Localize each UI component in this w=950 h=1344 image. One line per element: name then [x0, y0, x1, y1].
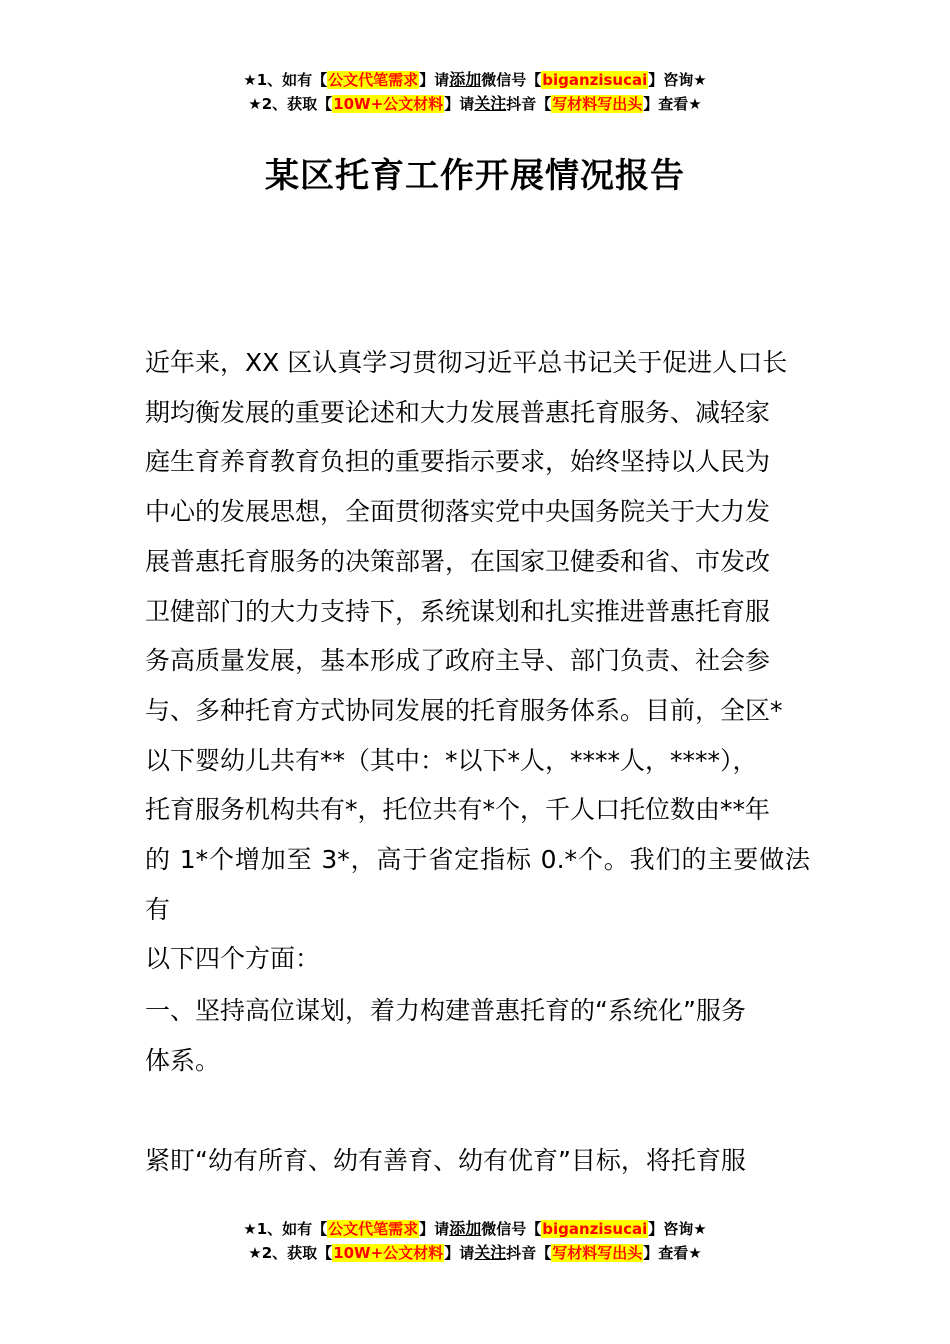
section-heading-1: 一、坚持高位谋划，着力构建普惠托育的“系统化”服务 体系。: [145, 996, 746, 1075]
wechat-id: biganzisucai: [542, 1220, 648, 1238]
douyin-id: 写材料写出头: [552, 1244, 643, 1262]
paragraph-section-1: 紧盯“幼有所育、幼有善育、幼有优育”目标，将托育服: [145, 1146, 746, 1175]
banner-line-2: ★2、获取【10W+公文材料】请关注抖音【写材料写出头】查看★: [248, 1243, 702, 1262]
footer-banner: [0, 1217, 950, 1265]
banner-line-1: ★1、如有【公文代笔需求】请添加微信号【biganzisucai】咨询★: [243, 1219, 707, 1238]
highlight-tag: 公文代笔需求: [328, 71, 419, 89]
wechat-id: biganzisucai: [542, 71, 648, 89]
highlight-tag: 10W+公文材料: [333, 1244, 444, 1262]
banner-line-1: ★1、如有【公文代笔需求】请添加微信号【biganzisucai】咨询★: [243, 70, 707, 89]
banner-line-2: ★2、获取【10W+公文材料】请关注抖音【写材料写出头】查看★: [248, 94, 702, 113]
highlight-tag: 10W+公文材料: [333, 95, 444, 113]
paragraph-intro: 近年来，XX 区认真学习贯彻习近平总书记关于促进人口长 期均衡发展的重要论述和大力发展普惠托育服务、减轻家 庭生育养育教育负担的重要指示要求，始终坚持以人民为 中心的发展思想，全面贯彻落实党中央国务院关于大力发 展普惠托育服务的决策部署，在国家卫健委和省、市发改 卫健部门的大力支持下，系统谋划和扎实推进普惠托育服 务高质量发展，基本形成了政府主导、部门负责、社会参 与、多种托育方式协同发展的托育服务体系。目前，全区* 以下婴幼儿共有**（其中：*以下*人，****人，****）， 托育服务机构共有*，托位共有*个，千人口托位数由**年 的 1*个增加至 3*，高于省定指标 0.*个。我们的主要做法有 以下四个方面：: [145, 348, 810, 974]
page-title: 某区托育工作开展情况报告: [265, 156, 685, 196]
douyin-id: 写材料写出头: [552, 95, 643, 113]
header-banner: [0, 68, 950, 116]
highlight-tag: 公文代笔需求: [328, 1220, 419, 1238]
